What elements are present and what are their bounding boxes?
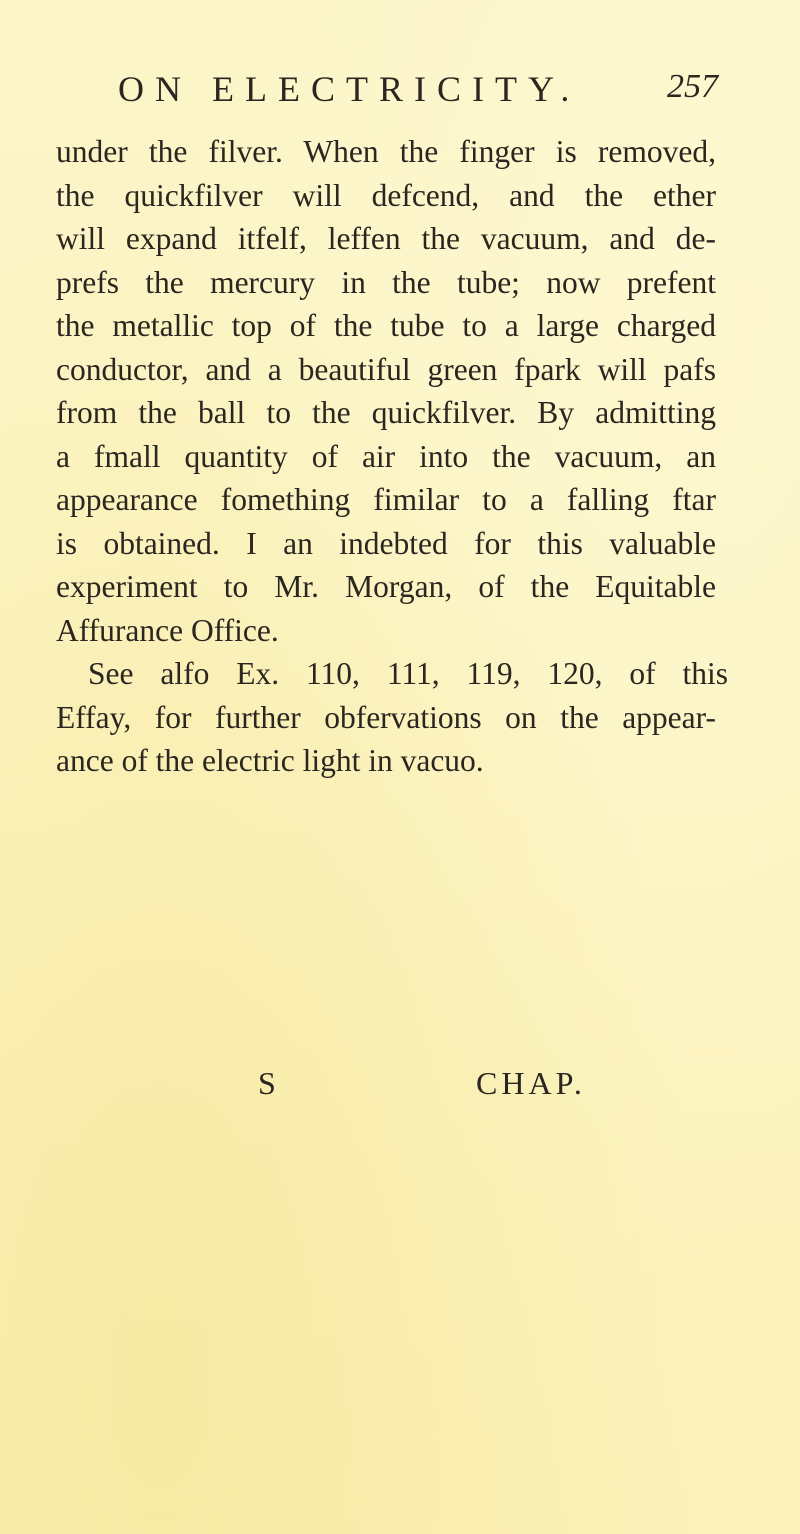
text-line: from the ball to the quickfilver. By admitting: [56, 395, 716, 430]
text-line: the metallic top of the tube to a large charged: [56, 308, 716, 343]
text-line: the quickfilver will defcend, and the ether: [56, 177, 716, 213]
signature-mark: S: [258, 1065, 276, 1101]
catchword: CHAP.: [476, 1065, 586, 1101]
text-line: ance of the electric light in vacuo.: [56, 743, 484, 778]
page-number: 257: [667, 68, 718, 105]
text-line: under the filver. When the finger is removed,: [56, 134, 716, 169]
running-head: [118, 68, 718, 116]
body-text: [56, 130, 728, 783]
text-line: Affurance Office.: [56, 612, 279, 648]
running-title: ON ELECTRICITY.: [118, 69, 581, 109]
text-line: conductor, and a beautiful green fpark will pafs: [56, 351, 716, 387]
text-line: prefs the mercury in the tube; now prefent: [56, 264, 716, 300]
text-line: will expand itfelf, leffen the vacuum, and de-: [56, 221, 716, 256]
text-line: Effay, for further obfervations on the appear-: [56, 699, 716, 735]
text-line: See alfo Ex. 110, 111, 119, 120, of this: [88, 656, 728, 691]
text-line: experiment to Mr. Morgan, of the Equitable: [56, 569, 716, 604]
text-line: a fmall quantity of air into the vacuum, an: [56, 438, 716, 474]
page-footer: [0, 1065, 800, 1115]
text-line: appearance fomething fimilar to a falling ftar: [56, 482, 716, 517]
text-line: is obtained. I an indebted for this valuable: [56, 525, 716, 561]
